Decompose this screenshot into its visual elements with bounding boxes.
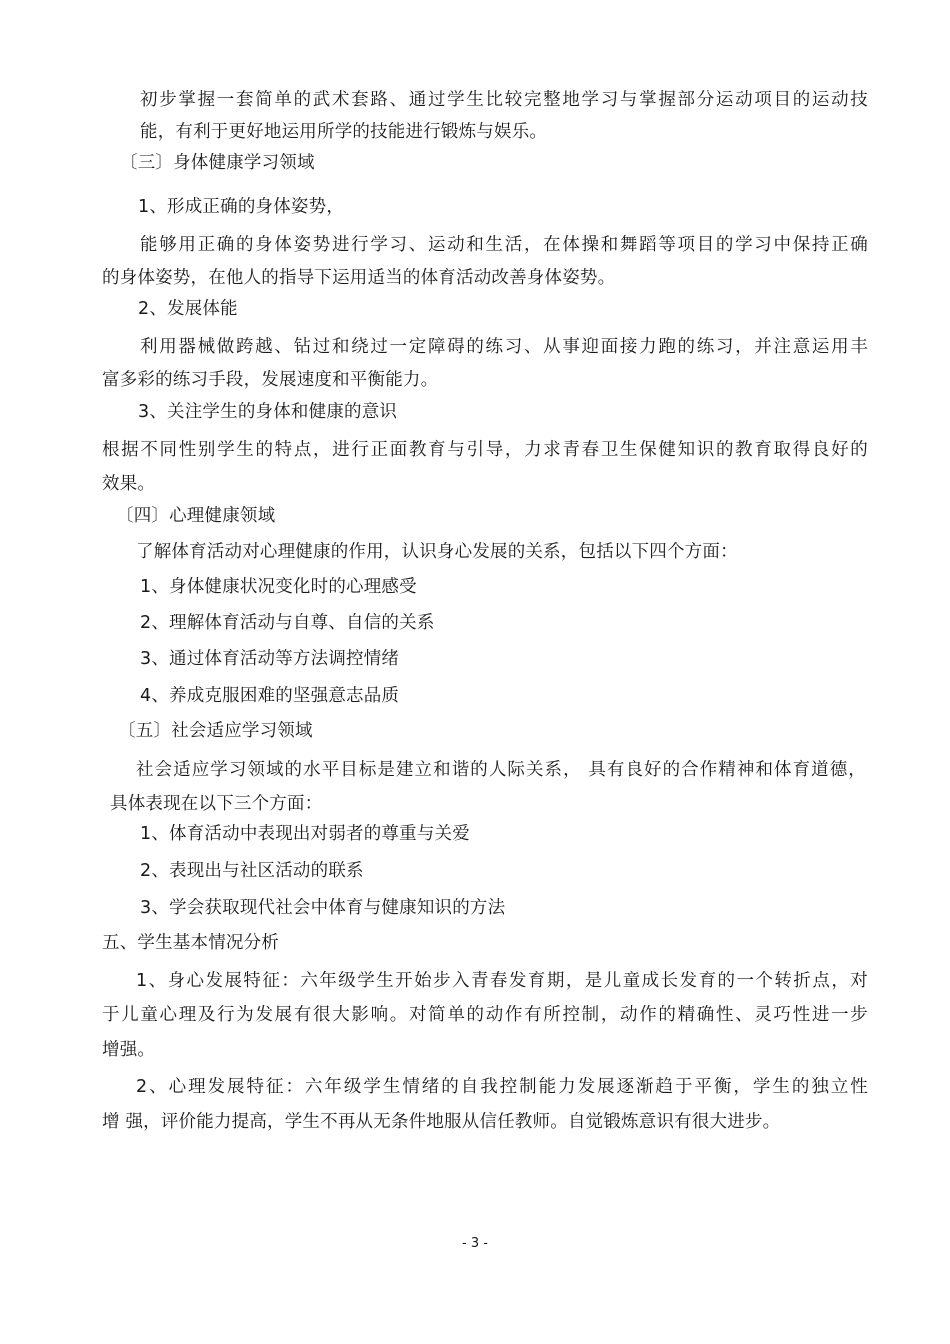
list-item: 3、通过体育活动等方法调控情绪 xyxy=(140,649,400,669)
section-heading: 〔四〕心理健康领域 xyxy=(116,506,276,526)
text-line: 利用器械做跨越、钻过和绕过一定障碍的练习、从事迎面接力跑的练习，并注意运用丰 xyxy=(140,337,868,357)
text-line: 效果。 xyxy=(102,474,156,494)
text-line: 社会适应学习领域的水平目标是建立和谐的人际关系， 具有良好的合作精神和体育道德， xyxy=(136,760,866,780)
text-line: 根据不同性别学生的特点，进行正面教育与引导，力求青春卫生保健知识的教育取得良好的 xyxy=(102,440,868,460)
text-line: 1、身心发展特征：六年级学生开始步入青春发育期，是儿童成长发育的一个转折点，对 xyxy=(136,971,868,991)
text-line: 能够用正确的身体姿势进行学习、运动和生活，在体操和舞蹈等项目的学习中保持正确 xyxy=(140,235,868,255)
list-item: 4、养成克服困难的坚强意志品质 xyxy=(140,686,400,706)
list-item: 1、身体健康状况变化时的心理感受 xyxy=(140,577,417,597)
text-line: 2、心理发展特征：六年级学生情绪的自我控制能力发展逐渐趋于平衡，学生的独立性 xyxy=(136,1077,868,1097)
list-item: 1、体育活动中表现出对弱者的尊重与关爱 xyxy=(140,824,470,844)
text-line: 初步掌握一套简单的武术套路、通过学生比较完整地学习与掌握部分运动项目的运动技 xyxy=(140,90,868,110)
text-line: 具体表现在以下三个方面： xyxy=(110,794,323,814)
list-item: 2、表现出与社区活动的联系 xyxy=(140,861,364,881)
text-line: 增强。 xyxy=(102,1040,156,1060)
subsection-heading: 3、关注学生的身体和健康的意识 xyxy=(138,402,398,422)
page-number: - 3 - xyxy=(462,1236,488,1251)
subsection-heading: 2、发展体能 xyxy=(138,299,238,319)
text-line: 了解体育活动对心理健康的作用，认识身心发展的关系，包括以下四个方面： xyxy=(136,542,738,562)
section-heading: 五、学生基本情况分析 xyxy=(102,933,279,953)
list-item: 3、学会获取现代社会中体育与健康知识的方法 xyxy=(140,898,506,918)
text-line: 于儿童心理及行为发展有很大影响。对简单的动作有所控制，动作的精确性、灵巧性进一步 xyxy=(102,1005,868,1025)
text-line: 的身体姿势，在他人的指导下运用适当的体育活动改善身体姿势。 xyxy=(102,268,616,288)
section-heading: 〔五〕社会适应学习领域 xyxy=(118,721,313,741)
text-line: 能，有利于更好地运用所学的技能进行锻炼与娱乐。 xyxy=(140,122,548,142)
list-item: 2、理解体育活动与自尊、自信的关系 xyxy=(140,613,435,633)
subsection-heading: 1、形成正确的身体姿势， xyxy=(138,197,345,217)
section-heading: 〔三〕身体健康学习领域 xyxy=(120,153,315,173)
text-line: 增 强，评价能力提高，学生不再从无条件地服从信任教师。自觉锻炼意识有很大进步。 xyxy=(102,1112,781,1132)
text-line: 富多彩的练习手段，发展速度和平衡能力。 xyxy=(102,370,439,390)
